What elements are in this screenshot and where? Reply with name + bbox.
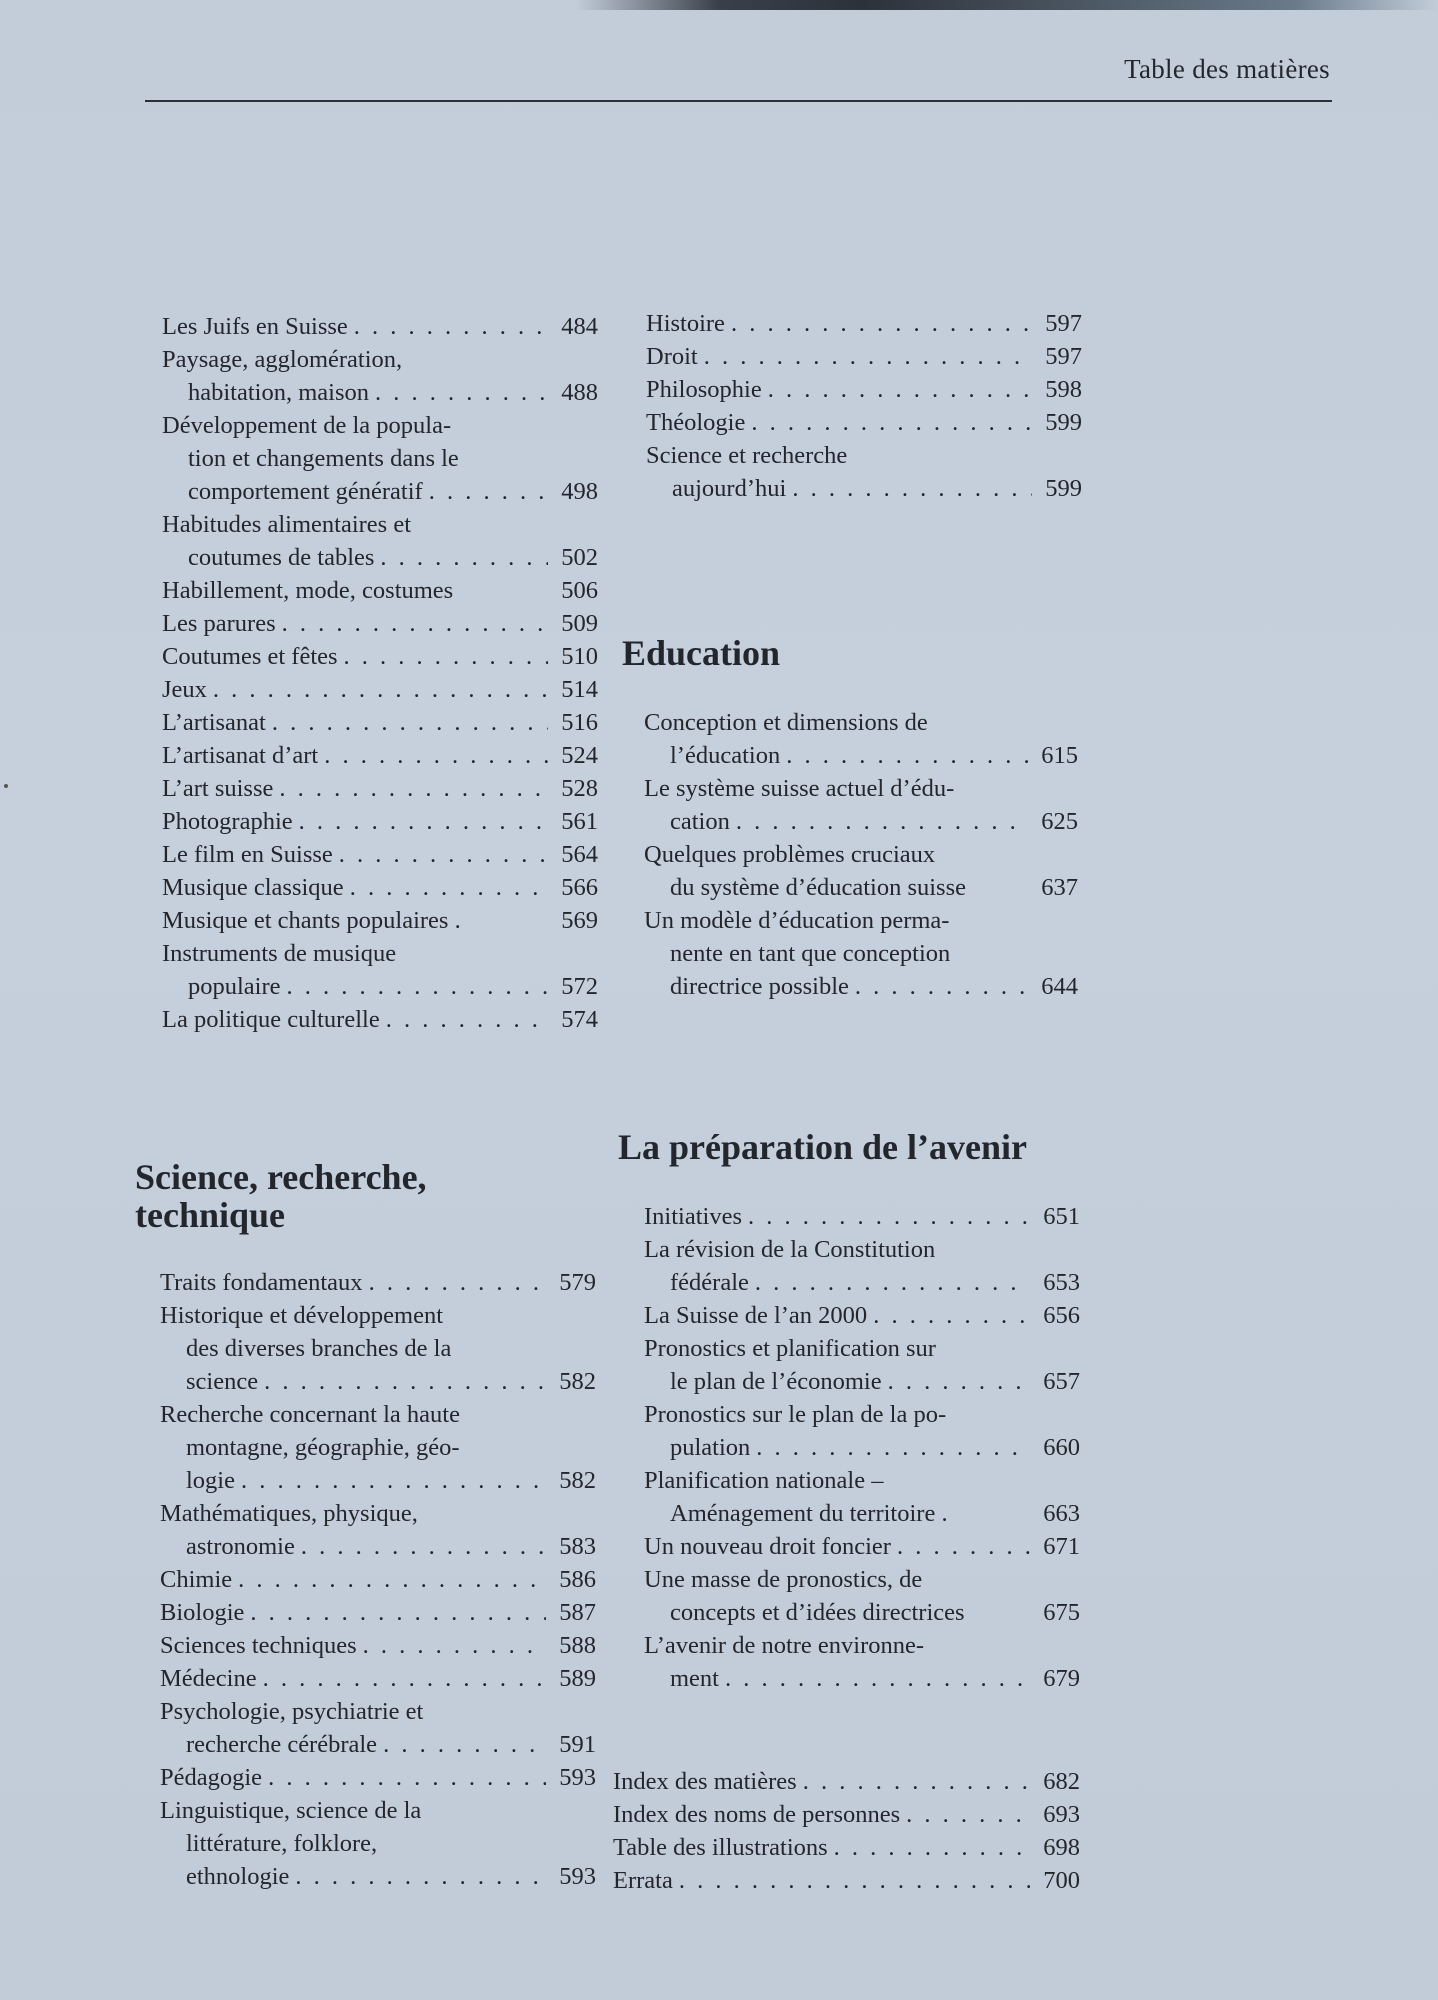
dot-leader — [786, 739, 1028, 772]
toc-entry-title-line: habitation, maison — [188, 379, 369, 406]
toc-page-number: 583 — [559, 1533, 596, 1560]
toc-page-number: 698 — [1043, 1834, 1080, 1861]
toc-entry-title-line: nente en tant que conception — [670, 940, 951, 967]
toc-entry-title-line: fédérale — [670, 1269, 749, 1296]
toc-entry — [644, 1233, 1080, 1299]
toc-entry-title-line: L’artisanat — [162, 709, 266, 736]
toc-page-number: 588 — [559, 1632, 596, 1659]
toc-entry — [162, 706, 598, 739]
toc-entry-title-line: Linguistique, science de la — [160, 1797, 422, 1824]
toc-page-number: 514 — [561, 676, 598, 703]
toc-entry — [644, 904, 1078, 1003]
dot-leader — [855, 970, 1028, 1003]
toc-page-number: 587 — [559, 1599, 596, 1626]
running-head: Table des matières — [1124, 54, 1330, 84]
section-heading-avenir: La préparation de l’avenir — [618, 1127, 1027, 1167]
toc-page-number: 679 — [1043, 1665, 1080, 1692]
dot-leader — [363, 1629, 546, 1662]
toc-entry-title-line: Théologie — [646, 409, 746, 436]
toc-entry — [644, 772, 1078, 838]
toc-entry — [162, 310, 598, 343]
dot-leader — [250, 1596, 546, 1629]
toc-entry-title-line: ment — [670, 1665, 719, 1692]
toc-entry — [644, 1398, 1080, 1464]
dot-leader — [834, 1831, 1030, 1864]
toc-list-culture — [162, 310, 598, 1036]
toc-entry-title-line: La politique culturelle — [162, 1006, 380, 1033]
dot-leader — [295, 1860, 546, 1893]
dot-leader — [380, 541, 548, 574]
dot-leader — [906, 1798, 1030, 1831]
toc-entry — [162, 607, 598, 640]
toc-entry-title-line: Psychologie, psychiatrie et — [160, 1698, 424, 1725]
toc-page-number: 615 — [1041, 742, 1078, 769]
toc-entry-title-line: Paysage, agglomération, — [162, 346, 403, 373]
toc-entry-title-line: Photographie — [162, 808, 293, 835]
section-heading-education: Education — [622, 633, 781, 673]
dot-leader — [768, 373, 1032, 406]
toc-page-number: 528 — [561, 775, 598, 802]
toc-entry-title-line: Le système suisse actuel d’édu- — [644, 775, 955, 802]
dot-leader — [756, 1431, 1030, 1464]
toc-entry-title-line: concepts et d’idées directrices — [670, 1599, 965, 1626]
toc-entry-title-line: Les Juifs en Suisse — [162, 313, 348, 340]
toc-entry — [162, 838, 598, 871]
toc-entry-title-line: Aménagement du territoire . — [670, 1500, 948, 1527]
toc-entry-title-line: directrice possible — [670, 973, 849, 1000]
dot-leader — [704, 340, 1032, 373]
toc-entry-title-line: Pédagogie — [160, 1764, 263, 1791]
toc-entry — [644, 1332, 1080, 1398]
toc-entry-title-line: Mathématiques, physique, — [160, 1500, 418, 1527]
toc-page-number: 599 — [1045, 409, 1082, 436]
toc-page-number: 564 — [561, 841, 598, 868]
toc-entry — [160, 1761, 596, 1794]
toc-entry-title-line: Traits fondamentaux — [160, 1269, 363, 1296]
dot-leader — [339, 838, 548, 871]
toc-entry-title-line: Table des illustrations — [613, 1834, 828, 1861]
toc-entry-title-line: Un nouveau droit foncier — [644, 1533, 891, 1560]
toc-entry — [613, 1798, 1080, 1831]
toc-entry — [644, 706, 1078, 772]
toc-entry-title-line: Instruments de musique — [162, 940, 397, 967]
toc-page-number: 516 — [561, 709, 598, 736]
toc-entry-title-line: L’artisanat d’art — [162, 742, 319, 769]
dot-leader — [238, 1563, 546, 1596]
dot-leader — [755, 1266, 1030, 1299]
dot-leader — [679, 1864, 1030, 1897]
toc-entry — [160, 1299, 596, 1398]
toc-page-number: 506 — [561, 577, 598, 604]
toc-entry-title-line: Index des noms de personnes — [613, 1801, 901, 1828]
dot-leader — [344, 640, 548, 673]
dot-leader — [897, 1530, 1030, 1563]
toc-list-science — [160, 1266, 596, 1893]
toc-entry — [160, 1398, 596, 1497]
toc-entry — [162, 409, 598, 508]
toc-entry — [644, 838, 1078, 904]
toc-page-number: 484 — [561, 313, 598, 340]
dot-leader — [350, 871, 548, 904]
dot-leader — [375, 376, 548, 409]
toc-entry-title-line: Un modèle d’éducation perma- — [644, 907, 950, 934]
toc-entry-title-line: science — [186, 1368, 259, 1395]
toc-entry — [162, 508, 598, 574]
toc-entry — [162, 739, 598, 772]
section-heading-science — [135, 1158, 427, 1234]
toc-entry — [646, 373, 1082, 406]
toc-entry — [160, 1695, 596, 1761]
toc-entry-title-line: ethnologie — [186, 1863, 290, 1890]
toc-page-number: 700 — [1043, 1867, 1080, 1894]
toc-list-back-matter — [613, 1765, 1080, 1897]
dot-leader — [725, 1662, 1030, 1695]
toc-entry — [162, 343, 598, 409]
toc-entry — [162, 1003, 598, 1036]
toc-entry — [162, 772, 598, 805]
dot-leader — [301, 1530, 546, 1563]
toc-page-number: 657 — [1043, 1368, 1080, 1395]
dot-leader — [792, 472, 1032, 505]
toc-entry — [160, 1497, 596, 1563]
toc-entry — [160, 1266, 596, 1299]
toc-entry-title-line: Recherche concernant la haute — [160, 1401, 460, 1428]
toc-page-number: 653 — [1043, 1269, 1080, 1296]
dot-leader — [279, 772, 548, 805]
toc-page-number: 597 — [1045, 310, 1082, 337]
toc-page-number: 586 — [559, 1566, 596, 1593]
toc-page-number: 671 — [1043, 1533, 1080, 1560]
toc-page-number: 561 — [561, 808, 598, 835]
dot-leader — [241, 1464, 546, 1497]
toc-entry-title-line: Planification nationale – — [644, 1467, 884, 1494]
toc-entry-title-line: Jeux — [162, 676, 207, 703]
dot-leader — [282, 607, 548, 640]
toc-page-number: 566 — [561, 874, 598, 901]
dot-leader — [383, 1728, 546, 1761]
toc-entry — [162, 640, 598, 673]
toc-entry-title-line: Droit — [646, 343, 698, 370]
toc-entry-title-line: Sciences techniques — [160, 1632, 357, 1659]
dot-leader — [287, 970, 548, 1003]
toc-entry — [644, 1464, 1080, 1530]
toc-entry-title-line: Une masse de pronostics, de — [644, 1566, 923, 1593]
toc-entry-title-line: Pronostics et planification sur — [644, 1335, 936, 1362]
toc-page-number: 656 — [1043, 1302, 1080, 1329]
toc-list-avenir — [644, 1200, 1080, 1695]
dot-leader — [213, 673, 548, 706]
toc-entry-title-line: Coutumes et fêtes — [162, 643, 338, 670]
toc-entry-title-line: des diverses branches de la — [186, 1335, 452, 1362]
toc-entry — [160, 1794, 596, 1893]
toc-entry-title-line: La Suisse de l’an 2000 — [644, 1302, 868, 1329]
dot-leader — [873, 1299, 1030, 1332]
dot-leader — [736, 805, 1028, 838]
toc-entry-title-line: pulation — [670, 1434, 751, 1461]
toc-page-number: 509 — [561, 610, 598, 637]
dot-leader — [264, 1365, 546, 1398]
toc-page-number: 510 — [561, 643, 598, 670]
dot-leader — [299, 805, 548, 838]
toc-page-number: 589 — [559, 1665, 596, 1692]
toc-entry-title-line: Index des matières — [613, 1768, 797, 1795]
toc-entry-title-line: Quelques problèmes cruciaux — [644, 841, 936, 868]
toc-entry — [646, 439, 1082, 505]
toc-entry-title-line: Musique classique — [162, 874, 344, 901]
header-rule — [145, 100, 1332, 102]
toc-entry — [160, 1629, 596, 1662]
dot-leader — [748, 1200, 1030, 1233]
toc-entry-title-line: tion et changements dans le — [188, 445, 459, 472]
toc-page-number: 651 — [1043, 1203, 1080, 1230]
toc-entry-title-line: comportement génératif — [188, 478, 423, 505]
toc-list-education — [644, 706, 1078, 1003]
toc-entry-title-line: l’éducation — [670, 742, 781, 769]
section-heading-science-line1: Science, recherche, — [135, 1157, 427, 1197]
dot-leader — [369, 1266, 546, 1299]
toc-entry-title-line: Médecine — [160, 1665, 257, 1692]
toc-page-number: 579 — [559, 1269, 596, 1296]
dot-leader — [272, 706, 548, 739]
toc-entry-title-line: Chimie — [160, 1566, 233, 1593]
dot-leader — [386, 1003, 548, 1036]
toc-entry-title-line: Histoire — [646, 310, 725, 337]
top-edge-strip — [0, 0, 1438, 10]
dot-leader — [731, 307, 1032, 340]
toc-entry — [646, 307, 1082, 340]
toc-page-number: 597 — [1045, 343, 1082, 370]
toc-entry-title-line: le plan de l’économie — [670, 1368, 882, 1395]
dot-leader — [429, 475, 548, 508]
toc-entry-title-line: astronomie — [186, 1533, 295, 1560]
toc-entry-title-line: cation — [670, 808, 730, 835]
toc-entry — [644, 1200, 1080, 1233]
toc-list-science-cont — [646, 307, 1082, 505]
toc-page-number: 574 — [561, 1006, 598, 1033]
toc-entry-title-line: littérature, folklore, — [186, 1830, 378, 1857]
toc-entry-title-line: Pronostics sur le plan de la po- — [644, 1401, 947, 1428]
toc-entry-title-line: recherche cérébrale — [186, 1731, 378, 1758]
toc-page-number: 593 — [559, 1764, 596, 1791]
toc-page-number: 644 — [1041, 973, 1078, 1000]
toc-page-number: 598 — [1045, 376, 1082, 403]
toc-page-number: 637 — [1041, 874, 1078, 901]
toc-entry — [162, 904, 598, 937]
toc-entry — [162, 871, 598, 904]
toc-entry-title-line: aujourd’hui — [672, 475, 787, 502]
margin-mark — [4, 784, 8, 788]
toc-entry — [646, 406, 1082, 439]
toc-page-number: 693 — [1043, 1801, 1080, 1828]
toc-page-number: 582 — [559, 1368, 596, 1395]
toc-page-number: 498 — [561, 478, 598, 505]
toc-page-number: 572 — [561, 973, 598, 1000]
toc-page-number: 524 — [561, 742, 598, 769]
dot-leader — [751, 406, 1032, 439]
toc-entry-title-line: logie — [186, 1467, 235, 1494]
toc-entry-title-line: La révision de la Constitution — [644, 1236, 936, 1263]
toc-entry-title-line: montagne, géographie, géo- — [186, 1434, 460, 1461]
toc-entry — [613, 1864, 1080, 1897]
toc-entry-title-line: L’avenir de notre environne- — [644, 1632, 925, 1659]
dot-leader — [888, 1365, 1030, 1398]
toc-page-number: 682 — [1043, 1768, 1080, 1795]
toc-entry-title-line: Biologie — [160, 1599, 245, 1626]
toc-entry — [160, 1596, 596, 1629]
toc-page-number: 569 — [561, 907, 598, 934]
toc-page-number: 593 — [559, 1863, 596, 1890]
toc-entry-title-line: L’art suisse — [162, 775, 274, 802]
toc-entry-title-line: Initiatives — [644, 1203, 742, 1230]
toc-entry-title-line: populaire — [188, 973, 281, 1000]
toc-entry — [644, 1629, 1080, 1695]
dot-leader — [324, 739, 548, 772]
toc-entry — [160, 1563, 596, 1596]
section-heading-science-line2: technique — [135, 1195, 286, 1235]
toc-entry — [644, 1299, 1080, 1332]
toc-entry — [162, 673, 598, 706]
toc-page-number: 660 — [1043, 1434, 1080, 1461]
toc-page-number: 625 — [1041, 808, 1078, 835]
toc-entry — [162, 937, 598, 1003]
toc-entry-title-line: Conception et dimensions de — [644, 709, 928, 736]
dot-leader — [263, 1662, 546, 1695]
toc-entry-title-line: Musique et chants populaires . — [162, 907, 461, 934]
dot-leader — [803, 1765, 1030, 1798]
toc-entry-title-line: Philosophie — [646, 376, 762, 403]
toc-entry-title-line: Errata — [613, 1867, 673, 1894]
toc-entry — [613, 1765, 1080, 1798]
toc-entry-title-line: du système d’éducation suisse — [670, 874, 966, 901]
toc-entry-title-line: coutumes de tables — [188, 544, 375, 571]
dot-leader — [354, 310, 548, 343]
toc-page-number: 591 — [559, 1731, 596, 1758]
toc-entry — [644, 1530, 1080, 1563]
toc-entry — [613, 1831, 1080, 1864]
toc-entry-title-line: Science et recherche — [646, 442, 848, 469]
toc-entry-title-line: Habillement, mode, costumes — [162, 577, 454, 604]
toc-page-number: 663 — [1043, 1500, 1080, 1527]
dot-leader — [268, 1761, 546, 1794]
toc-page-number: 675 — [1043, 1599, 1080, 1626]
toc-entry-title-line: Développement de la popula- — [162, 412, 452, 439]
toc-entry — [162, 805, 598, 838]
toc-entry — [160, 1662, 596, 1695]
toc-entry-title-line: Historique et développement — [160, 1302, 444, 1329]
toc-entry-title-line: Habitudes alimentaires et — [162, 511, 411, 538]
toc-entry-title-line: Le film en Suisse — [162, 841, 333, 868]
toc-entry — [646, 340, 1082, 373]
toc-page-number: 502 — [561, 544, 598, 571]
toc-entry-title-line: Les parures — [162, 610, 276, 637]
toc-page-number: 599 — [1045, 475, 1082, 502]
toc-page-number: 488 — [561, 379, 598, 406]
toc-entry — [162, 574, 598, 607]
toc-page-number: 582 — [559, 1467, 596, 1494]
toc-entry — [644, 1563, 1080, 1629]
